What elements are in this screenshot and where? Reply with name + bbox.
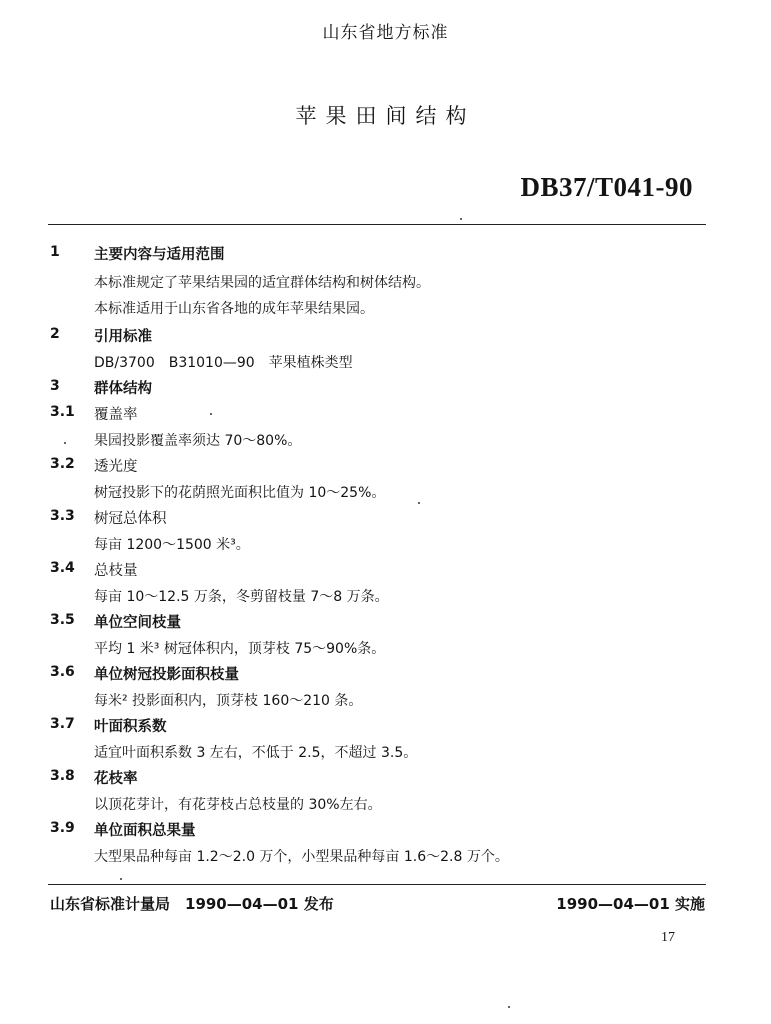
section-paragraph: 每米² 投影面积内，顶芽枝 160～210 条。: [94, 693, 363, 709]
scan-speck: [418, 502, 420, 504]
section-heading: 叶面积系数: [94, 719, 167, 735]
section-paragraph: 每亩 1200～1500 米³。: [94, 537, 250, 553]
section-paragraph: 适宜叶面积系数 3 左右，不低于 2.5，不超过 3.5。: [94, 745, 418, 761]
section-number: 2: [50, 326, 60, 342]
section-number: 1: [50, 244, 60, 260]
section-paragraph: 本标准规定了苹果结果园的适宜群体结构和树体结构。: [94, 275, 430, 291]
issuer-line: 山东省地方标准: [322, 23, 449, 43]
top-divider: [48, 224, 706, 225]
section-number: 3.4: [50, 560, 75, 576]
section-heading: 单位空间枝量: [94, 615, 181, 631]
section-paragraph: 大型果品种每亩 1.2～2.0 万个，小型果品种每亩 1.6～2.8 万个。: [94, 849, 509, 865]
section-paragraph: 每亩 10～12.5 万条，冬剪留枝量 7～8 万条。: [94, 589, 389, 605]
section-heading: 引用标准: [94, 329, 152, 345]
scan-speck: [64, 442, 66, 444]
section-number: 3.5: [50, 612, 75, 628]
section-heading: 树冠总体积: [94, 511, 167, 527]
section-paragraph: 本标准适用于山东省各地的成年苹果结果园。: [94, 301, 374, 317]
publish-line: 山东省标准计量局 1990—04—01 发布: [50, 895, 334, 913]
section-heading: 花枝率: [94, 771, 138, 787]
section-number: 3.6: [50, 664, 75, 680]
bottom-divider: [48, 884, 706, 885]
section-paragraph: DB/3700 B31010—90 苹果植株类型: [94, 355, 353, 371]
scan-speck: [508, 1006, 510, 1008]
section-heading: 群体结构: [94, 381, 152, 397]
section-number: 3.8: [50, 768, 75, 784]
section-paragraph: 果园投影覆盖率须达 70～80%。: [94, 433, 302, 449]
section-number: 3.2: [50, 456, 75, 472]
page-number: 17: [661, 930, 675, 945]
section-heading: 单位树冠投影面积枝量: [94, 667, 239, 683]
scan-speck: [210, 413, 212, 415]
scan-speck: [120, 878, 122, 880]
effective-line: 1990—04—01 实施: [556, 895, 705, 913]
section-heading: 透光度: [94, 459, 138, 475]
section-paragraph: 树冠投影下的花荫照光面积比值为 10～25%。: [94, 485, 386, 501]
section-heading: 主要内容与适用范围: [94, 247, 225, 263]
section-number: 3.7: [50, 716, 75, 732]
section-heading: 总枝量: [94, 563, 138, 579]
section-paragraph: 以顶花芽计，有花芽枝占总枝量的 30%左右。: [94, 797, 382, 813]
section-number: 3.3: [50, 508, 75, 524]
section-heading: 覆盖率: [94, 407, 138, 423]
standard-code: DB37/T041-90: [520, 172, 693, 202]
scan-speck: [460, 218, 462, 220]
section-number: 3.1: [50, 404, 75, 420]
document-title: 苹果田间结构: [295, 104, 476, 128]
section-number: 3.9: [50, 820, 75, 836]
section-heading: 单位面积总果量: [94, 823, 196, 839]
section-paragraph: 平均 1 米³ 树冠体积内，顶芽枝 75～90%条。: [94, 641, 386, 657]
section-number: 3: [50, 378, 60, 394]
